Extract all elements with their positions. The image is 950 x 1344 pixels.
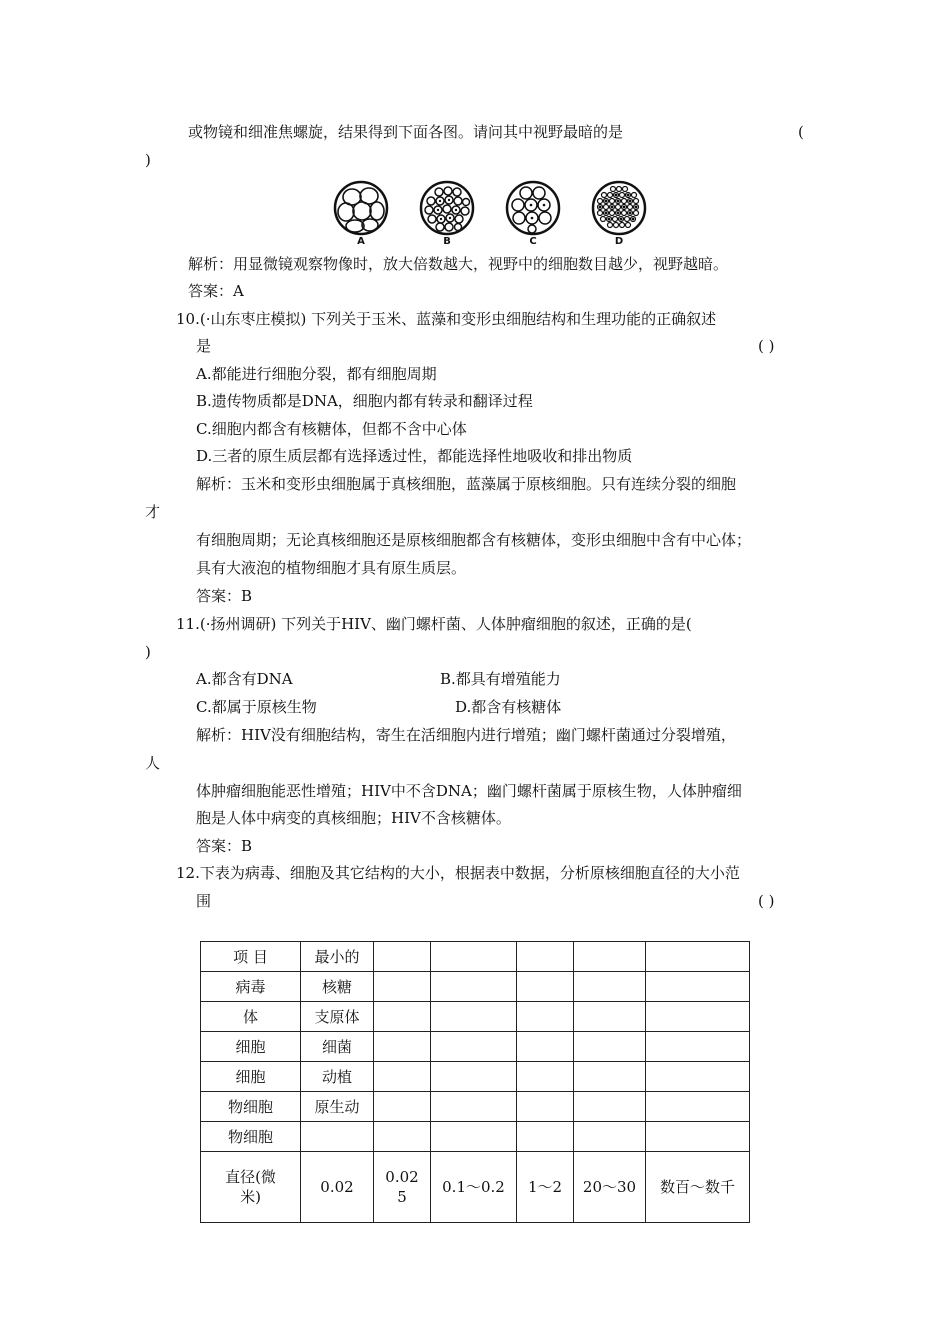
tiny-cells-view-icon	[591, 180, 647, 236]
table-cell: 20～30	[574, 1152, 646, 1223]
table-cell: 物细胞	[201, 1092, 301, 1122]
table-cell: 细胞	[201, 1032, 301, 1062]
table-row	[201, 1002, 750, 1032]
q11-option-d: D.都含有核糖体	[455, 698, 562, 716]
table-cell: 细胞	[201, 1062, 301, 1092]
table-cell	[301, 1122, 374, 1152]
large-cells-view-icon	[333, 180, 389, 236]
figure-b-label: B	[443, 236, 451, 247]
q10-option-d: D.三者的原生质层都有选择透过性，都能选择性地吸收和排出物质	[196, 447, 633, 465]
q11-answer: 答案：B	[196, 837, 253, 855]
table-cell: 物细胞	[201, 1122, 301, 1152]
small-cells-view-icon	[419, 180, 475, 236]
q9-paren-open: (	[798, 123, 804, 141]
value-line1: 0.02	[385, 1168, 419, 1186]
q12-answer-paren: ( )	[758, 892, 775, 910]
diameter-label-line2: 米)	[240, 1188, 261, 1206]
q10-analysis-line1: 解析：玉米和变形虫细胞属于真核细胞，蓝藻属于原核细胞。只有连续分裂的细胞	[196, 475, 737, 493]
value-line2: 5	[397, 1188, 407, 1206]
figure-d-label: D	[614, 236, 624, 247]
figure-a	[333, 180, 393, 250]
q9-paren-close: )	[145, 151, 151, 169]
table-row	[201, 1032, 750, 1062]
table-cell: 原生动	[301, 1092, 374, 1122]
q10-stem-line2: 是	[196, 337, 212, 355]
q11-analysis-line3: 胞是人体中病变的真核细胞；HIV不含核糖体。	[196, 809, 511, 827]
table-cell: 动植	[301, 1062, 374, 1092]
medium-cells-view-icon	[505, 180, 561, 236]
q11-analysis-line1: 解析：HIV没有细胞结构，寄生在活细胞内进行增殖；幽门螺杆菌通过分裂增殖，	[196, 726, 736, 744]
q9-answer: 答案：A	[188, 282, 244, 300]
q11-option-c: C.都属于原核生物	[196, 698, 317, 716]
q10-analysis-line3: 具有大液泡的植物细胞才具有原生质层。	[196, 559, 467, 577]
table-cell: 最小的	[301, 942, 374, 972]
q9-analysis: 解析：用显微镜观察物像时，放大倍数越大，视野中的细胞数目越少，视野越暗。	[188, 255, 729, 273]
figure-a-label: A	[357, 236, 365, 247]
q10-option-c: C.细胞内都含有核糖体，但都不含中心体	[196, 420, 467, 438]
table-cell	[374, 1152, 431, 1223]
q11-option-a: A.都含有DNA	[196, 670, 293, 688]
q12-stem-line2: 围	[196, 892, 212, 910]
table-cell: 1～2	[517, 1152, 574, 1223]
table-cell: 核糖	[301, 972, 374, 1002]
table-row	[201, 1122, 750, 1152]
table-row	[201, 942, 750, 972]
table-cell: 细菌	[301, 1032, 374, 1062]
figure-c	[505, 180, 565, 250]
size-table	[200, 941, 750, 1223]
q10-option-a: A.都能进行细胞分裂，都有细胞周期	[196, 365, 437, 383]
table-row	[201, 1062, 750, 1092]
table-cell: 0.1～0.2	[431, 1152, 517, 1223]
table-row	[201, 1092, 750, 1122]
q10-answer: 答案：B	[196, 587, 253, 605]
q10-answer-paren: ( )	[758, 337, 775, 355]
table-cell: 数百～数千	[646, 1152, 750, 1223]
diameter-label-line1: 直径(微	[225, 1168, 276, 1186]
q11-paren-close: )	[145, 643, 151, 661]
q10-option-b: B.遗传物质都是DNA，细胞内都有转录和翻译过程	[196, 392, 533, 410]
q11-analysis-line2: 体肿瘤细胞能恶性增殖；HIV中不含DNA；幽门螺杆菌属于原核生物，人体肿瘤细	[196, 782, 742, 800]
q11-option-b: B.都具有增殖能力	[440, 670, 561, 688]
table-cell: 0.02	[301, 1152, 374, 1223]
table-row	[201, 972, 750, 1002]
figure-c-label: C	[529, 236, 537, 247]
figure-b	[419, 180, 479, 250]
table-row-diameter	[201, 1152, 750, 1223]
table-cell-diameter-label	[201, 1152, 301, 1223]
table-cell: 病毒	[201, 972, 301, 1002]
figure-d	[591, 180, 651, 250]
q12-stem-line1: 12.下表为病毒、细胞及其它结构的大小，根据表中数据，分析原核细胞直径的大小范	[176, 864, 740, 882]
q9-stem-line: 或物镜和细准焦螺旋，结果得到下面各图。请问其中视野最暗的是	[188, 123, 624, 141]
table-cell: 支原体	[301, 1002, 374, 1032]
q11-stem: 11.(·扬州调研) 下列关于HIV、幽门螺杆菌、人体肿瘤细胞的叙述，正确的是(	[176, 615, 692, 633]
q10-analysis-line2: 有细胞周期；无论真核细胞还是原核细胞都含有核糖体，变形虫细胞中含有中心体；	[196, 531, 752, 549]
q10-stem-line1: 10.(·山东枣庄模拟) 下列关于玉米、蓝藻和变形虫细胞结构和生理功能的正确叙述	[176, 310, 717, 328]
microscope-view-figures	[333, 180, 653, 250]
table-cell: 体	[201, 1002, 301, 1032]
q10-analysis-wrap: 才	[145, 503, 161, 521]
table-cell: 项 目	[201, 942, 301, 972]
q11-analysis-wrap: 人	[145, 754, 161, 772]
